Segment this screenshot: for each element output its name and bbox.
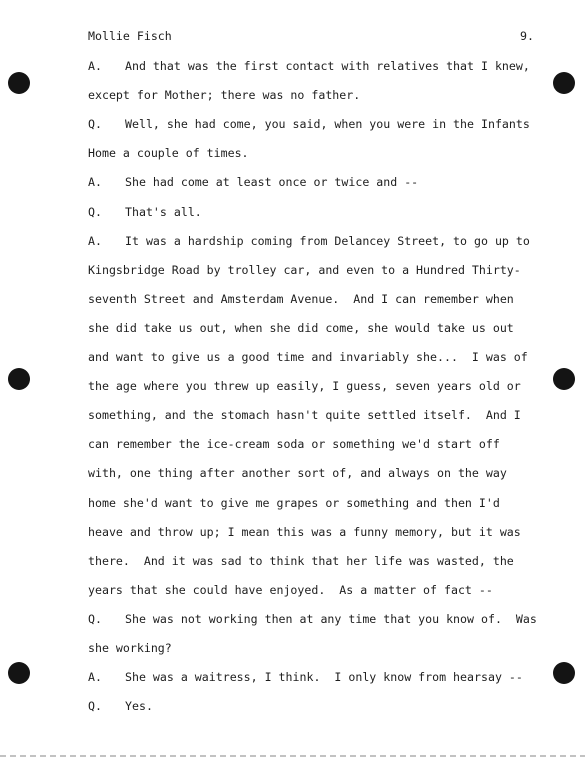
transcript-line — [88, 58, 530, 74]
line-text: there. And it was sad to think that her life was wasted, the — [88, 553, 514, 568]
punch-hole-left-middle — [8, 368, 30, 390]
interviewee-name: Mollie Fisch — [88, 29, 172, 43]
transcript-line — [88, 611, 537, 627]
transcript-line — [88, 116, 530, 132]
line-text: with, one thing after another sort of, and always on the way — [88, 466, 507, 481]
line-text: heave and throw up; I mean this was a funny memory, but it was — [88, 524, 521, 539]
line-text: home she'd want to give me grapes or something and then I'd — [88, 495, 500, 510]
line-text: She was not working then at any time that you know of. Was — [125, 611, 537, 626]
speaker-label: Q. — [88, 117, 102, 132]
speaker-label: Q. — [88, 699, 102, 714]
transcript-line — [88, 291, 514, 307]
transcript-line — [88, 87, 360, 103]
line-text: seventh Street and Amsterdam Avenue. And I can remember when — [88, 291, 514, 306]
line-text: years that she could have enjoyed. As a matter of fact -- — [88, 582, 493, 597]
punch-hole-right-top — [553, 72, 575, 94]
transcript-line — [88, 233, 530, 249]
transcript-line — [88, 582, 493, 598]
transcript-line — [88, 524, 521, 540]
transcript-line — [88, 349, 528, 365]
line-text: Home a couple of times. — [88, 146, 249, 161]
transcript-line — [88, 262, 521, 278]
line-text: She had come at least once or twice and -- — [125, 175, 419, 190]
line-text: It was a hardship coming from Delancey Street, to go up to — [125, 233, 530, 248]
line-text: Well, she had come, you said, when you were in the Infants — [125, 117, 530, 132]
punch-hole-right-bottom — [553, 662, 575, 684]
punch-hole-left-top — [8, 72, 30, 94]
line-text: she did take us out, when she did come, she would take us out — [88, 320, 514, 335]
line-text: and want to give us a good time and invariably she... I was of — [88, 350, 528, 364]
transcript-line — [88, 640, 172, 656]
speaker-label: A. — [88, 670, 102, 685]
line-text: That's all. — [125, 204, 202, 219]
line-text: something, and the stomach hasn't quite settled itself. And I — [88, 408, 521, 423]
transcript-line — [88, 174, 418, 190]
transcript-line — [88, 553, 514, 569]
transcript-line — [88, 436, 500, 452]
line-text: And that was the first contact with relatives that I knew, — [125, 59, 530, 73]
punch-hole-right-middle — [553, 368, 575, 390]
page-number: 9. — [520, 29, 534, 43]
speaker-label: A. — [88, 175, 102, 190]
line-text: the age where you threw up easily, I guess, seven years old or — [88, 379, 521, 394]
punch-hole-left-bottom — [8, 662, 30, 684]
speaker-label: Q. — [88, 611, 102, 626]
line-text: Yes. — [125, 699, 153, 714]
page-bottom-edge — [0, 755, 585, 757]
speaker-label: A. — [88, 59, 102, 73]
line-text: except for Mother; there was no father. — [88, 88, 361, 103]
speaker-label: Q. — [88, 204, 102, 219]
line-text: can remember the ice-cream soda or something we'd start off — [88, 437, 500, 452]
transcript-line — [88, 407, 521, 423]
transcript-line — [88, 495, 500, 511]
transcript-line — [88, 145, 249, 161]
line-text: she working? — [88, 641, 172, 655]
transcript-line — [88, 320, 514, 336]
line-text: She was a waitress, I think. I only know from hearsay -- — [125, 670, 523, 685]
transcript-line — [88, 378, 521, 394]
transcript-line — [88, 698, 153, 714]
transcript-line — [88, 465, 507, 481]
transcript-line — [88, 669, 523, 685]
line-text: Kingsbridge Road by trolley car, and even to a Hundred Thirty- — [88, 262, 521, 277]
transcript-line — [88, 204, 202, 220]
speaker-label: A. — [88, 233, 102, 248]
